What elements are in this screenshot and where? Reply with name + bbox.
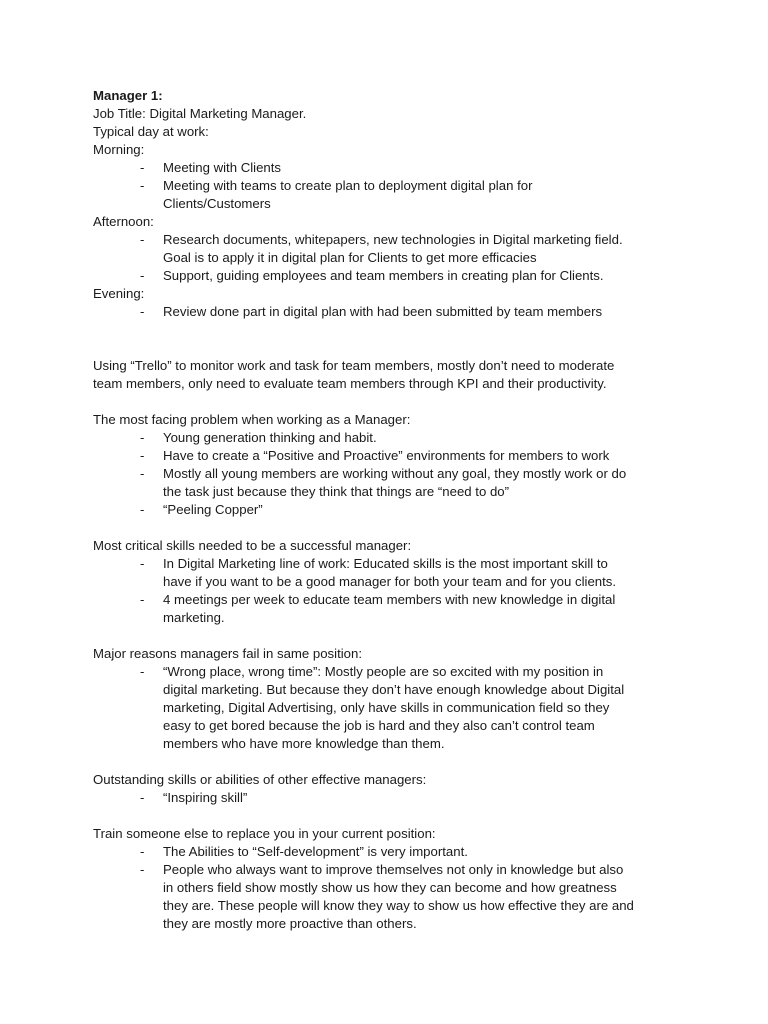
outstanding-list <box>93 789 693 807</box>
train-label: Train someone else to replace you in your current position: <box>93 826 436 841</box>
document-page <box>93 87 693 933</box>
problems-label: The most facing problem when working as a Manager: <box>93 412 411 427</box>
train-list <box>93 843 693 933</box>
list-item: - The Abilities to “Self-development” is very important. <box>93 843 693 861</box>
list-item: - Meeting with teams to create plan to deployment digital plan for Clients/Customers <box>93 177 693 213</box>
fail-reasons-label: Major reasons managers fail in same position: <box>93 646 363 661</box>
typical-day-label: Typical day at work: <box>93 124 209 139</box>
manager-heading: Manager 1: <box>93 88 163 103</box>
list-item: - Support, guiding employees and team members in creating plan for Clients. <box>93 267 693 285</box>
evening-label: Evening: <box>93 286 145 301</box>
list-item: - Young generation thinking and habit. <box>93 429 693 447</box>
evening-list <box>93 303 693 321</box>
list-item: - Mostly all young members are working without any goal, they mostly work or do the task just because they think that things are “need to do” <box>93 465 693 501</box>
list-item: - Meeting with Clients <box>93 159 693 177</box>
list-item: - Research documents, whitepapers, new technologies in Digital marketing field. Goal is to apply it in digital plan for Clients to get more efficacies <box>93 231 693 267</box>
afternoon-label: Afternoon: <box>93 214 154 229</box>
list-item: - Review done part in digital plan with had been submitted by team members <box>93 303 693 321</box>
afternoon-list <box>93 231 693 285</box>
list-item: - Have to create a “Positive and Proactive” environments for members to work <box>93 447 693 465</box>
list-item: - “Wrong place, wrong time”: Mostly people are so excited with my position in digital marketing. But because they don’t have enough knowledge about Digital marketing, Digital Advertising, only have skills in communication field so they easy to get bored because the job is hard and they also can’t control team members who have more knowledge than them. <box>93 663 693 753</box>
trello-paragraph: Using “Trello” to monitor work and task for team members, mostly don’t need to moderate team members, only need to evaluate team members through KPI and their productivity. <box>93 358 615 391</box>
list-item: - “Inspiring skill” <box>93 789 693 807</box>
morning-list <box>93 159 693 213</box>
job-title: Job Title: Digital Marketing Manager. <box>93 106 307 121</box>
outstanding-label: Outstanding skills or abilities of other effective managers: <box>93 772 427 787</box>
problems-list <box>93 429 693 519</box>
list-item: - In Digital Marketing line of work: Educated skills is the most important skill to have if you want to be a good manager for both your team and for you clients. <box>93 555 693 591</box>
skills-label: Most critical skills needed to be a successful manager: <box>93 538 412 553</box>
list-item: - “Peeling Copper” <box>93 501 693 519</box>
skills-list <box>93 555 693 627</box>
list-item: - People who always want to improve themselves not only in knowledge but also in others field show mostly show us how they can become and how greatness they are. These people will know they way to show us how effective they are and they are mostly more proactive than others. <box>93 861 693 933</box>
fail-reasons-list <box>93 663 693 753</box>
morning-label: Morning: <box>93 142 145 157</box>
list-item: - 4 meetings per week to educate team members with new knowledge in digital marketing. <box>93 591 693 627</box>
